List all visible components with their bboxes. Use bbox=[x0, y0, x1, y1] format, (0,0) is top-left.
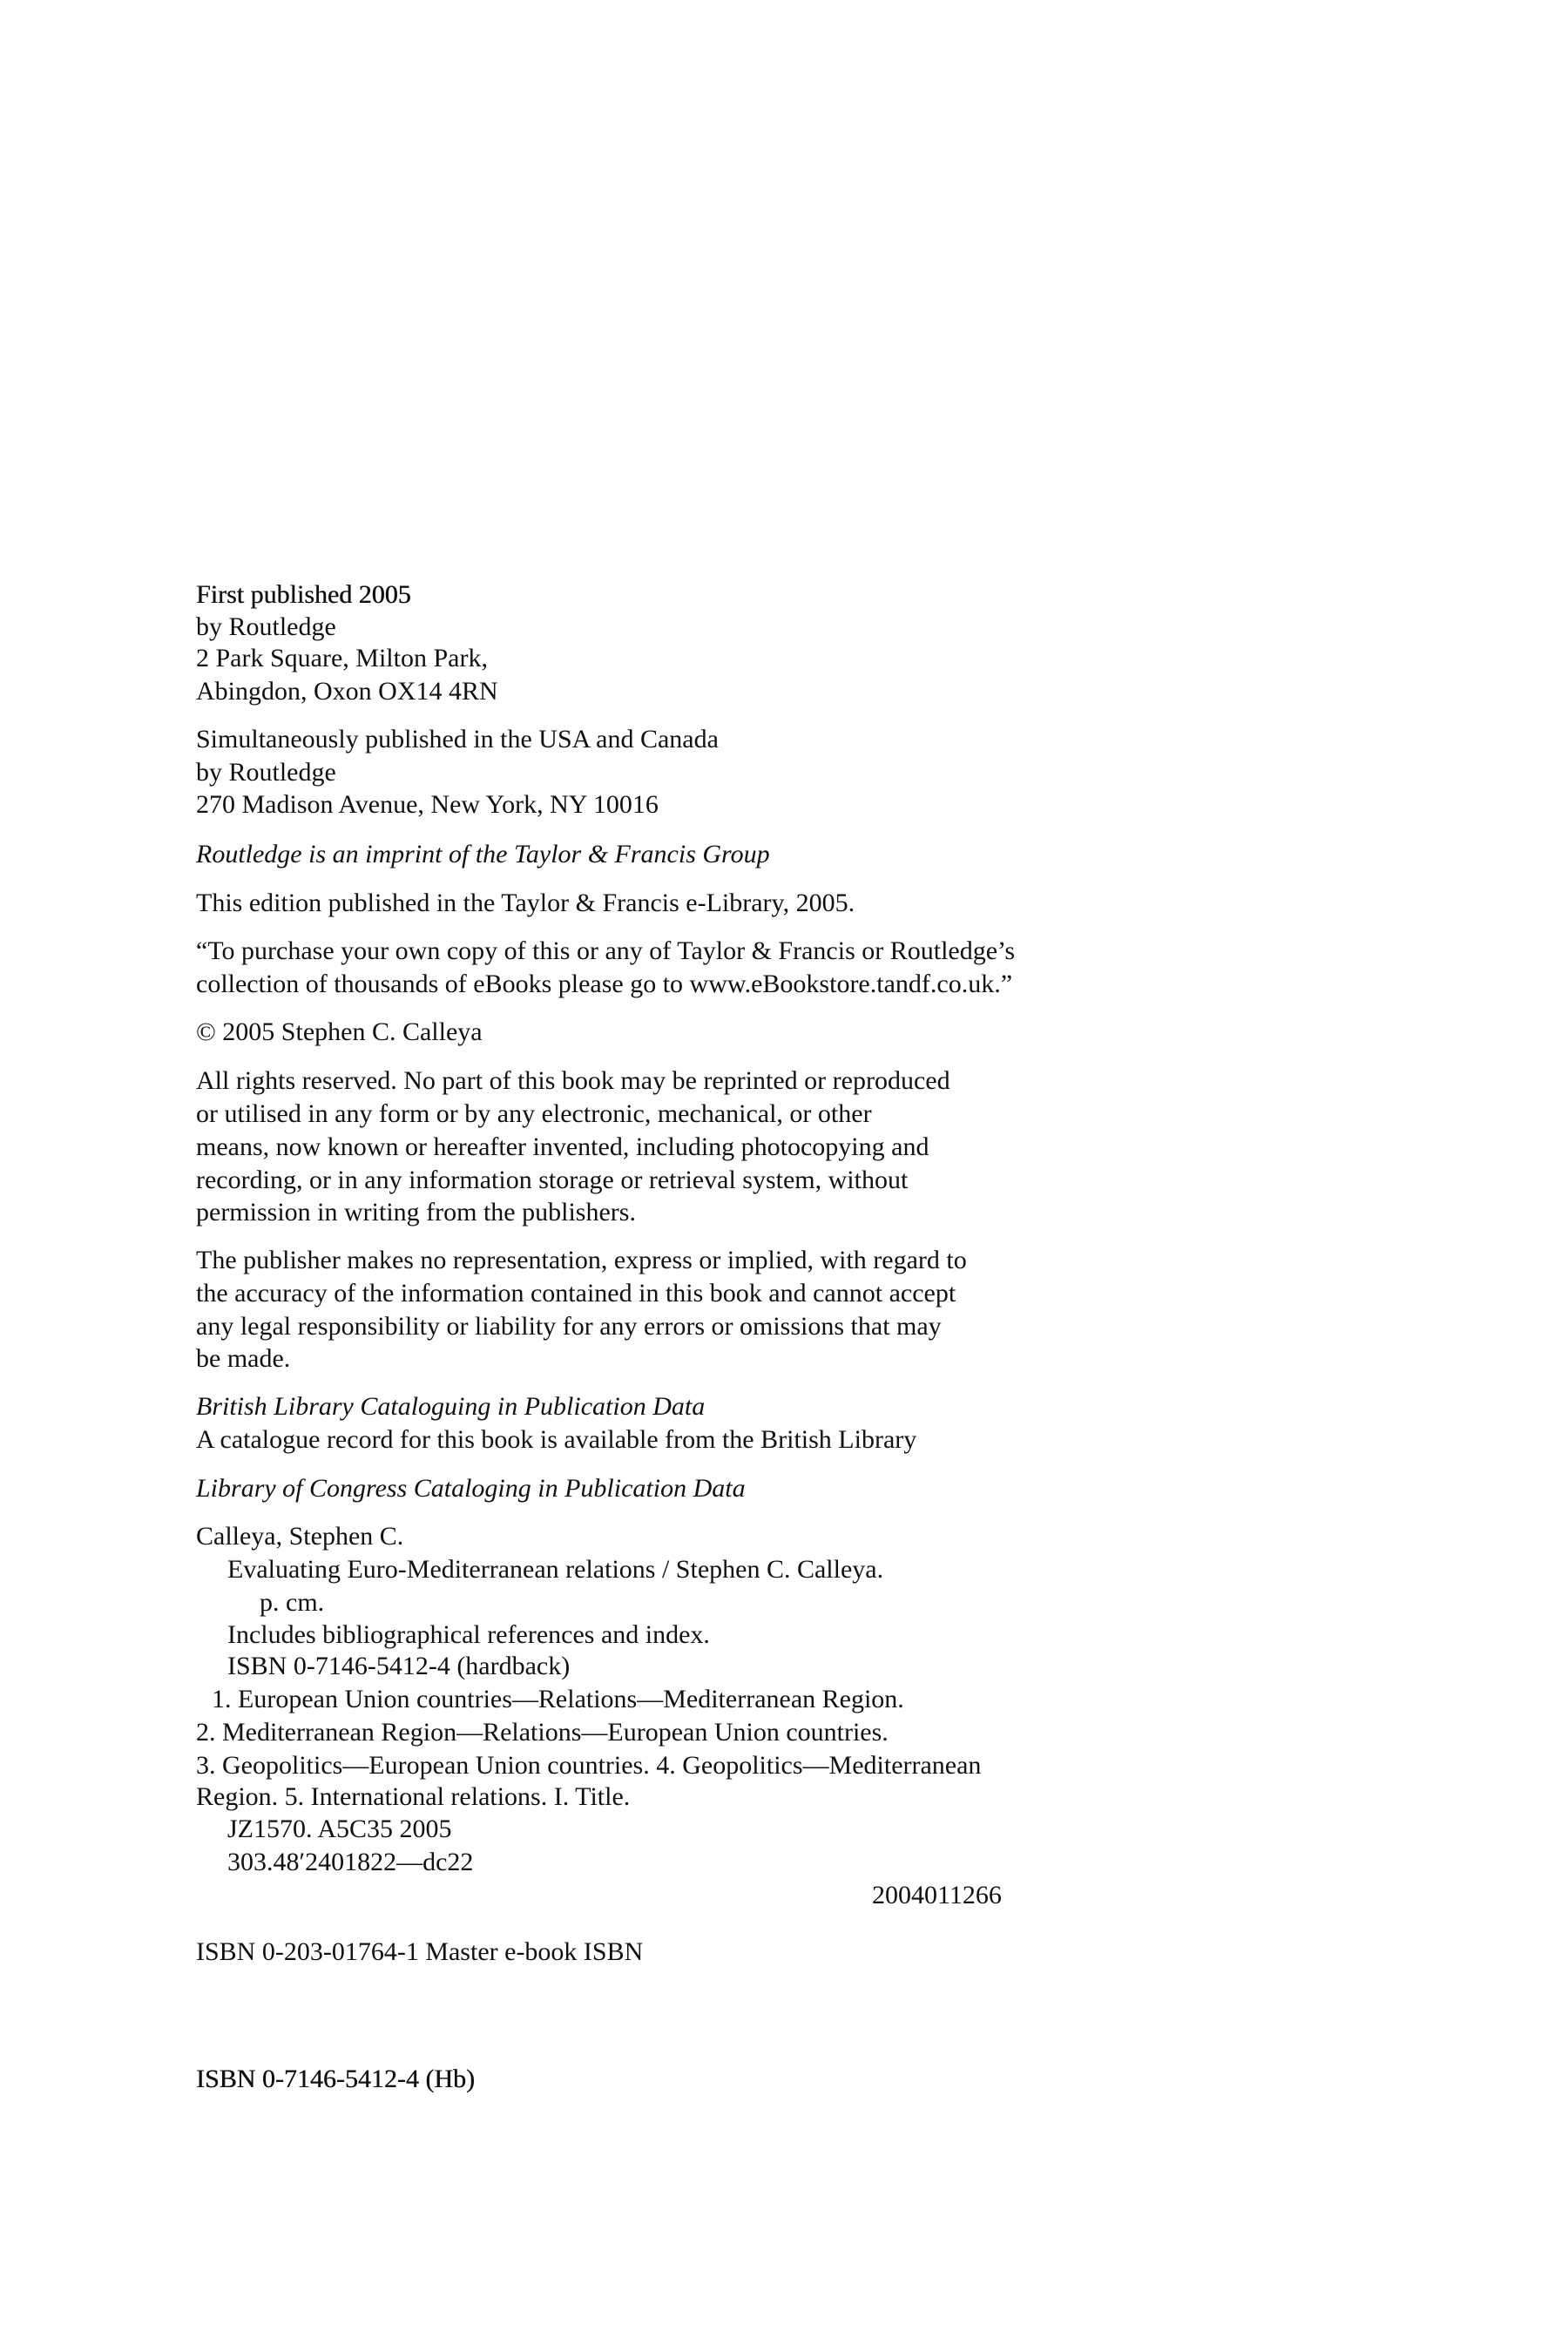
us-publisher-line: Simultaneously published in the USA and Canada bbox=[196, 725, 719, 754]
disclaimer-line: any legal responsibility or liability for any errors or omissions that may bbox=[196, 1312, 942, 1341]
purchase-note-line: collection of thousands of eBooks please go to www.eBookstore.tandf.co.uk.” bbox=[196, 970, 1013, 998]
cip-line: Includes bibliographical references and index. bbox=[227, 1620, 710, 1649]
disclaimer-line: The publisher makes no representation, express or implied, with regard to bbox=[196, 1246, 967, 1274]
us-publisher-line: 270 Madison Avenue, New York, NY 10016 bbox=[196, 790, 659, 819]
purchase-note-line: “To purchase your own copy of this or any of Taylor & Francis or Routledge’s bbox=[196, 936, 1016, 965]
bl-heading: British Library Cataloguing in Publication Data bbox=[196, 1392, 706, 1421]
ebook-isbn: ISBN 0-203-01764-1 Master e-book ISBN bbox=[196, 1937, 644, 1966]
rights-line: or utilised in any form or by any electronic, mechanical, or other bbox=[196, 1099, 872, 1128]
rights-line: means, now known or hereafter invented, including photocopying and bbox=[196, 1132, 929, 1161]
cip-line: p. cm. bbox=[260, 1588, 325, 1617]
hardback-isbn: ISBN 0-7146-5412-4 (Hb) bbox=[196, 2065, 475, 2093]
disclaimer-line: the accuracy of the information contained in this book and cannot accept bbox=[196, 1279, 956, 1308]
cip-line: 303.48′2401822—dc22 bbox=[227, 1848, 474, 1876]
us-publisher-line: by Routledge bbox=[196, 758, 336, 787]
rights-line: All rights reserved. No part of this book may be reprinted or reproduced bbox=[196, 1066, 950, 1095]
cip-line: Region. 5. International relations. I. Title. bbox=[196, 1782, 631, 1811]
cip-line: 2. Mediterranean Region—Relations—European Union countries. bbox=[196, 1718, 889, 1747]
cip-line: Calleya, Stephen C. bbox=[196, 1522, 404, 1551]
copyright-line: © 2005 Stephen C. Calleya bbox=[196, 1017, 483, 1046]
disclaimer-line: be made. bbox=[196, 1344, 291, 1373]
imprint-note: Routledge is an imprint of the Taylor & Francis Group bbox=[196, 840, 770, 868]
loc-heading: Library of Congress Cataloging in Publication Data bbox=[196, 1474, 746, 1503]
cip-line: JZ1570. A5C35 2005 bbox=[227, 1815, 452, 1843]
rights-line: recording, or in any information storage or retrieval system, without bbox=[196, 1166, 909, 1194]
edition-note: This edition published in the Taylor & Francis e-Library, 2005. bbox=[196, 889, 855, 917]
uk-publisher-line: 2 Park Square, Milton Park, bbox=[196, 644, 488, 672]
bl-text: A catalogue record for this book is available from the British Library bbox=[196, 1425, 917, 1454]
uk-publisher-line: by Routledge bbox=[196, 612, 336, 641]
cip-line: Evaluating Euro-Mediterranean relations / Stephen C. Calleya. bbox=[227, 1555, 884, 1584]
cip-line: ISBN 0-7146-5412-4 (hardback) bbox=[227, 1652, 571, 1680]
first-published: First published 2005 bbox=[196, 580, 411, 609]
cip-line: 1. European Union countries—Relations—Mediterranean Region. bbox=[212, 1685, 904, 1713]
cip-line: 3. Geopolitics—European Union countries. 4. Geopolitics—Mediterranean bbox=[196, 1751, 982, 1780]
rights-line: permission in writing from the publishers. bbox=[196, 1198, 636, 1227]
uk-publisher-line: Abingdon, Oxon OX14 4RN bbox=[196, 677, 498, 706]
loc-control-number: 2004011266 bbox=[872, 1881, 1002, 1909]
